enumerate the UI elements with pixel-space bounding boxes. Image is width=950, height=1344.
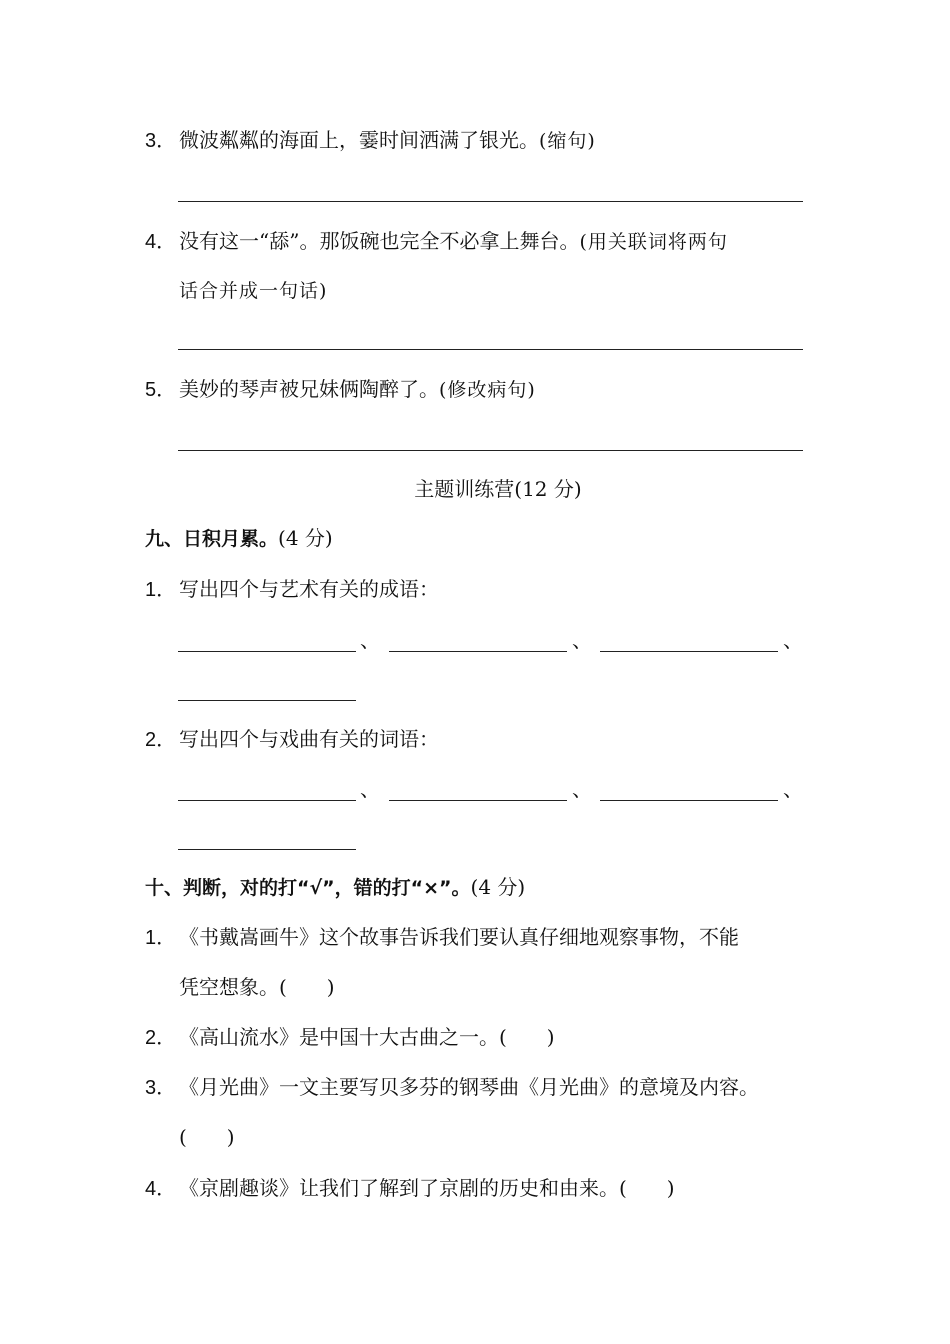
section-9-heading bbox=[145, 524, 333, 553]
question-text: 美妙的琴声被兄妹俩陶醉了。 bbox=[179, 377, 439, 401]
question-text: 微波粼粼的海面上，霎时间洒满了银光。 bbox=[179, 128, 539, 152]
question-text: 《高山流水》是中国十大古曲之一。( ) bbox=[179, 1025, 555, 1049]
question-text: 没有这一“舔”。那饭碗也完全不必拿上舞台。 bbox=[179, 229, 580, 253]
question-8-3 bbox=[145, 126, 596, 155]
answer-blank[interactable] bbox=[178, 700, 356, 701]
section-title: 十、判断，对的打“√”，错的打“×”。 bbox=[145, 877, 471, 899]
question-number: 2． bbox=[145, 729, 177, 751]
section-10-heading bbox=[145, 873, 525, 902]
question-text: 《月光曲》一文主要写贝多芬的钢琴曲《月光曲》的意境及内容。 bbox=[179, 1075, 759, 1099]
answer-blank[interactable] bbox=[178, 800, 356, 801]
question-10-3 bbox=[145, 1073, 759, 1102]
answer-blank[interactable] bbox=[178, 849, 356, 850]
section-score: (4 分) bbox=[278, 526, 333, 550]
question-10-2[interactable] bbox=[145, 1023, 555, 1052]
theme-title: 主题训练营(12 分) bbox=[414, 477, 582, 501]
separator: 、 bbox=[360, 777, 380, 801]
separator: 、 bbox=[783, 777, 803, 801]
question-text: 《京剧趣谈》让我们了解到了京剧的历史和由来。( ) bbox=[179, 1176, 675, 1200]
question-text-cont[interactable]: 凭空想象。( ) bbox=[179, 975, 335, 999]
question-text: 写出四个与艺术有关的成语： bbox=[179, 577, 439, 601]
answer-blank[interactable] bbox=[600, 651, 778, 652]
question-9-1 bbox=[145, 575, 439, 604]
question-number: 2． bbox=[145, 1027, 177, 1049]
question-text-cont[interactable]: ( ) bbox=[179, 1125, 235, 1149]
question-number: 1． bbox=[145, 579, 177, 601]
separator: 、 bbox=[360, 628, 380, 652]
answer-blank[interactable] bbox=[389, 800, 567, 801]
separator: 、 bbox=[572, 777, 592, 801]
question-number: 4． bbox=[145, 1178, 177, 1200]
separator: 、 bbox=[783, 628, 803, 652]
question-number: 4． bbox=[145, 231, 177, 253]
question-8-4 bbox=[145, 227, 728, 256]
answer-blank[interactable] bbox=[178, 651, 356, 652]
question-number: 3． bbox=[145, 130, 177, 152]
question-instruction: (修改病句) bbox=[439, 379, 536, 401]
separator: 、 bbox=[572, 628, 592, 652]
question-9-2 bbox=[145, 725, 439, 754]
answer-line[interactable] bbox=[178, 349, 803, 350]
question-number: 1． bbox=[145, 927, 177, 949]
question-10-1 bbox=[145, 923, 739, 952]
question-instruction-cont: 话合并成一句话) bbox=[179, 280, 328, 302]
question-instruction: (缩句) bbox=[539, 130, 596, 152]
question-10-4[interactable] bbox=[145, 1174, 675, 1203]
question-number: 5． bbox=[145, 379, 177, 401]
question-8-5 bbox=[145, 375, 536, 404]
answer-blank[interactable] bbox=[600, 800, 778, 801]
question-text: 《书戴嵩画牛》这个故事告诉我们要认真仔细地观察事物，不能 bbox=[179, 925, 739, 949]
answer-line[interactable] bbox=[178, 450, 803, 451]
question-text: 写出四个与戏曲有关的词语： bbox=[179, 727, 439, 751]
section-title: 九、日积月累。 bbox=[145, 528, 279, 550]
answer-blank[interactable] bbox=[389, 651, 567, 652]
section-score: (4 分) bbox=[470, 875, 526, 899]
answer-line[interactable] bbox=[178, 201, 803, 202]
question-number: 3． bbox=[145, 1077, 177, 1099]
question-instruction: (用关联词将两句 bbox=[579, 231, 728, 253]
